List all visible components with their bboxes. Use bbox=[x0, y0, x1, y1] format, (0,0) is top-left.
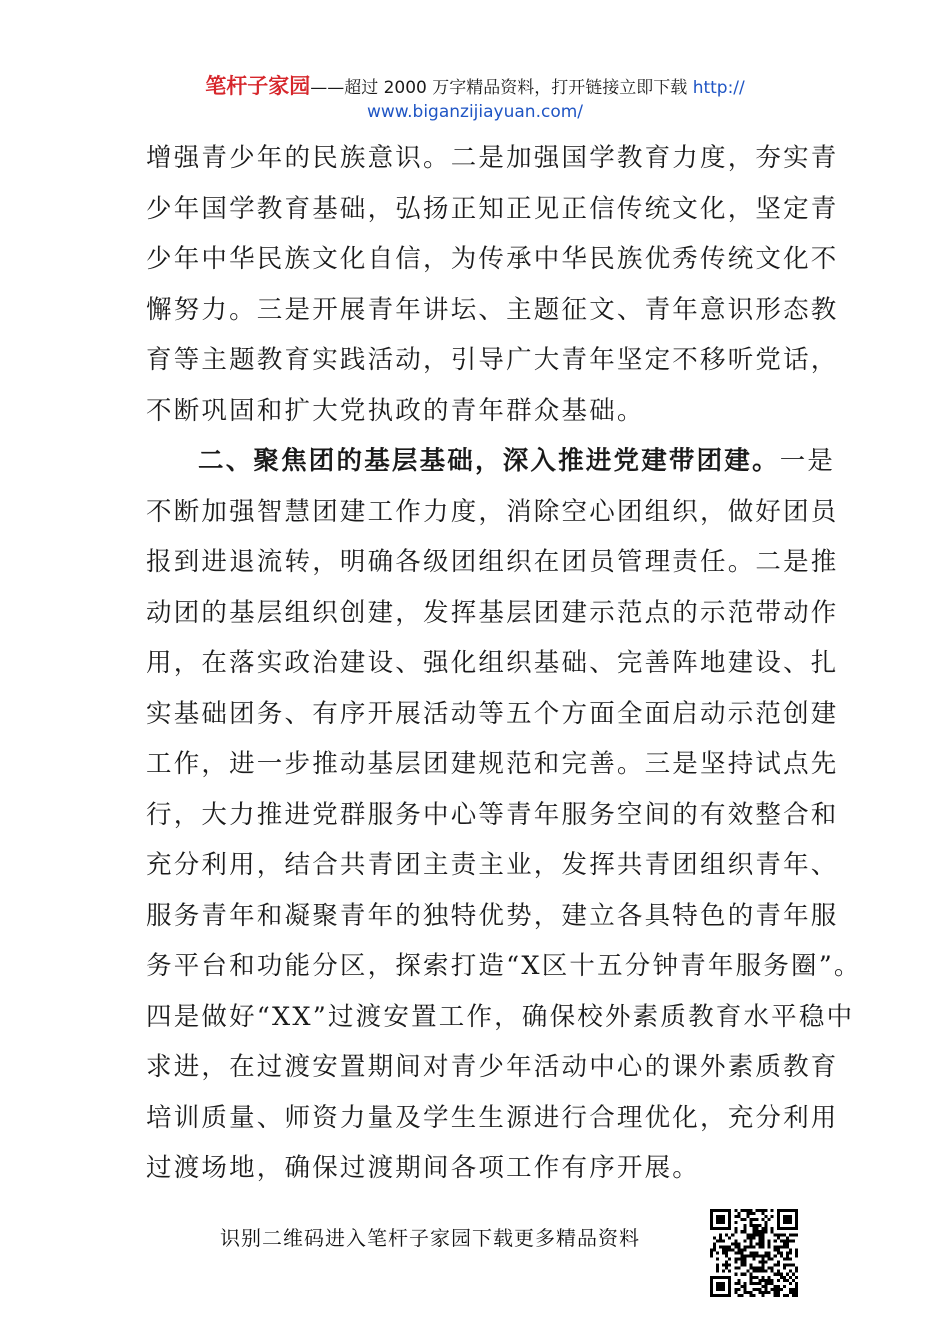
body-line: 服务青年和凝聚青年的独特优势，建立各具特色的青年服 bbox=[146, 900, 839, 931]
body-line: 懈努力。三是开展青年讲坛、主题征文、青年意识形态教 bbox=[146, 294, 839, 325]
page-header bbox=[0, 74, 950, 124]
body-line: 用，在落实政治建设、强化组织基础、完善阵地建设、扎 bbox=[146, 648, 839, 678]
body-text-fragment: 一是 bbox=[779, 446, 836, 476]
body-line: 工作，进一步推动基层团建规范和完善。三是坚持试点先 bbox=[146, 749, 839, 779]
body-line: 少年国学教育基础，弘扬正知正见正信传统文化，坚定青 bbox=[146, 193, 839, 224]
body-line: 动团的基层组织创建，发挥基层团建示范点的示范带动作 bbox=[146, 597, 839, 628]
document-body bbox=[146, 133, 862, 1194]
footer-caption: 识别二维码进入笔杆子家园下载更多精品资料 bbox=[220, 1226, 640, 1250]
body-line: 过渡场地，确保过渡期间各项工作有序开展。 bbox=[146, 1153, 701, 1183]
header-line-2 bbox=[0, 100, 950, 124]
site-link-part2[interactable]: www.biganzijiayuan.com/ bbox=[366, 102, 584, 122]
header-tagline: ——超过 2000 万字精品资料，打开链接立即下载 bbox=[310, 78, 693, 98]
body-line: 不断加强智慧团建工作力度，消除空心团组织，做好团员 bbox=[146, 496, 839, 527]
body-line: 务平台和功能分区，探索打造“X区十五分钟青年服务圈”。 bbox=[146, 951, 862, 981]
body-line: 育等主题教育实践活动，引导广大青年坚定不移听党话， bbox=[146, 345, 839, 375]
header-line-1 bbox=[0, 74, 950, 100]
body-line: 行，大力推进党群服务中心等青年服务空间的有效整合和 bbox=[146, 799, 839, 830]
qr-code-icon[interactable] bbox=[710, 1209, 798, 1297]
body-line: 不断巩固和扩大党执政的青年群众基础。 bbox=[146, 395, 645, 426]
body-line: 求进，在过渡安置期间对青少年活动中心的课外素质教育 bbox=[146, 1052, 839, 1082]
section-heading: 二、聚焦团的基层基础，深入推进党建带团建。 bbox=[198, 446, 780, 476]
body-line: 实基础团务、有序开展活动等五个方面全面启动示范创建 bbox=[146, 698, 839, 729]
brand-name: 笔杆子家园 bbox=[205, 74, 311, 98]
body-line: 少年中华民族文化自信，为传承中华民族优秀传统文化不 bbox=[146, 244, 839, 274]
body-line: 四是做好“XX”过渡安置工作，确保校外素质教育水平稳中 bbox=[146, 1001, 855, 1032]
body-line: 培训质量、师资力量及学生生源进行合理优化，充分利用 bbox=[146, 1102, 839, 1133]
body-line: 报到进退流转，明确各级团组织在团员管理责任。二是推 bbox=[146, 547, 839, 577]
body-line: 充分利用，结合共青团主责主业，发挥共青团组织青年、 bbox=[146, 850, 839, 880]
body-line: 增强青少年的民族意识。二是加强国学教育力度，夯实青 bbox=[146, 143, 839, 173]
site-link-part1[interactable]: http:// bbox=[692, 78, 745, 98]
paragraph-2-first-line bbox=[146, 436, 836, 487]
